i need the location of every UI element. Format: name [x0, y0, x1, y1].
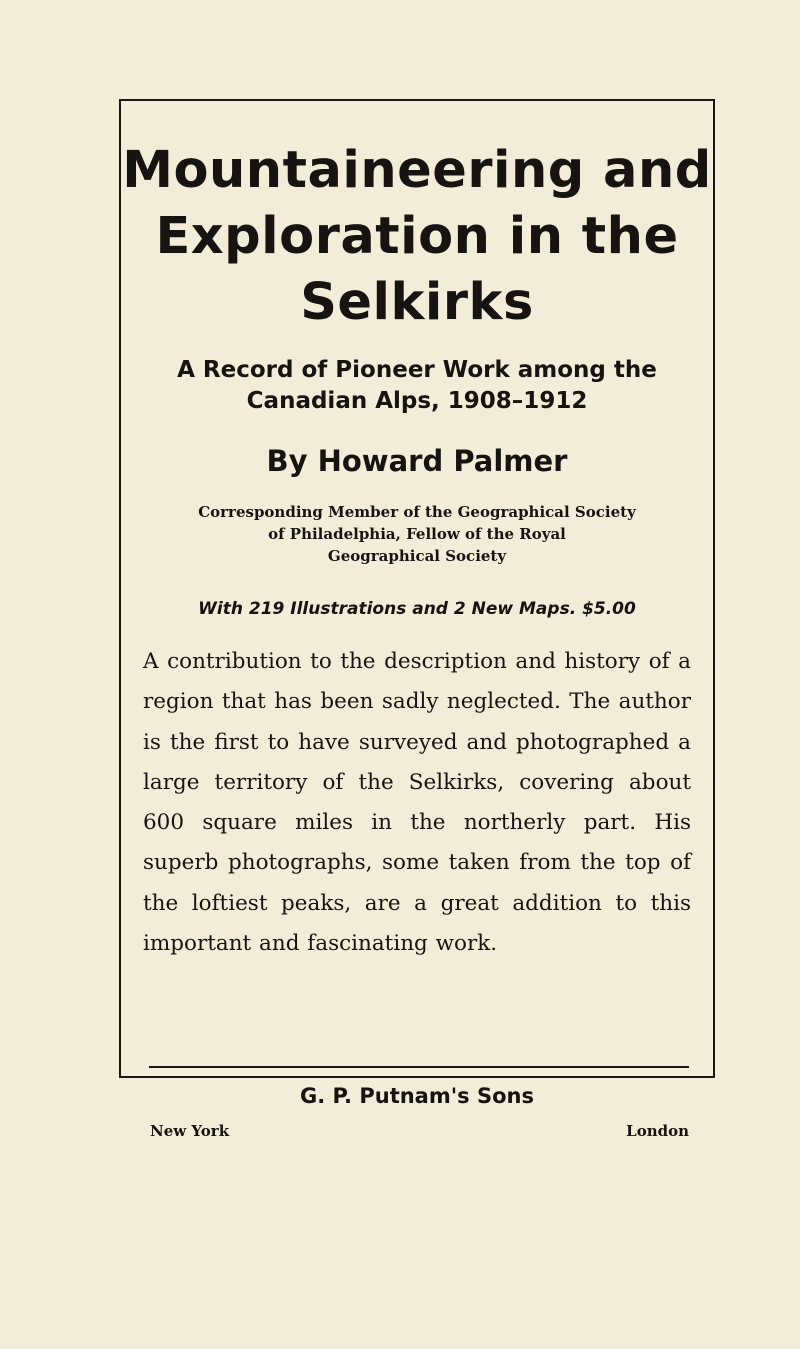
affiliation-line: Corresponding Member of the Geographical Society	[198, 503, 636, 521]
affiliation-line: of Philadelphia, Fellow of the Royal	[268, 525, 566, 543]
divider-rule	[149, 1066, 689, 1068]
publisher-name: G. P. Putnam's Sons	[300, 1084, 534, 1108]
title-line: Mountaineering and	[122, 141, 712, 200]
illustrations-and-price: With 219 Illustrations and 2 New Maps. $5.00	[198, 599, 636, 619]
publisher-city-new-york: New York	[150, 1122, 230, 1140]
affiliation-line: Geographical Society	[327, 547, 507, 565]
title-line: Exploration in the	[155, 207, 679, 266]
title-line: Selkirks	[300, 273, 534, 332]
book-subtitle	[121, 355, 713, 417]
book-description: A contribution to the description and history of a region that has been sadly neglected. The author is the first to have surveyed and photographed a large territory of the Selkirks, covering about 600 square miles in the northerly part. His superb photographs, some taken from the top of the loftiest peaks, are a great addition to this important and fascinating work.	[143, 649, 691, 957]
advertisement-frame	[119, 99, 715, 1140]
author-affiliation	[121, 501, 713, 567]
subtitle-line: Canadian Alps, 1908–1912	[246, 388, 588, 414]
publisher-city-london: London	[626, 1122, 689, 1140]
book-title	[121, 138, 713, 336]
subtitle-line: A Record of Pioneer Work among the	[177, 357, 657, 383]
book-author: By Howard Palmer	[266, 444, 568, 478]
